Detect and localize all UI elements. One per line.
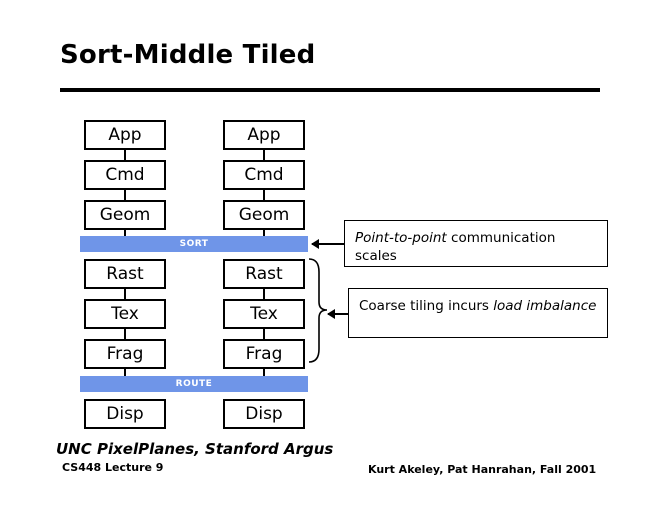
tiling-callout-connector [328,313,348,315]
node-right-disp: Disp [223,399,305,429]
sort-callout-emphasis: Point-to-point [355,230,447,246]
node-right-rast: Rast [223,259,305,289]
node-left-tex: Tex [84,299,166,329]
sort-callout-text: communication scales [355,230,556,265]
node-left-rast: Rast [84,259,166,289]
tiling-brace-icon [308,258,328,363]
node-left-frag: Frag [84,339,166,369]
node-left-geom: Geom [84,200,166,230]
node-right-cmd: Cmd [223,160,305,190]
sort-bar: SORT [80,236,308,252]
node-left-disp: Disp [84,399,166,429]
tiling-callout-text: Coarse tiling incurs [359,298,494,314]
page-title: Sort-Middle Tiled [60,40,316,70]
sort-callout [344,220,608,267]
node-left-app: App [84,120,166,150]
node-right-frag: Frag [223,339,305,369]
node-right-tex: Tex [223,299,305,329]
node-right-geom: Geom [223,200,305,230]
footnote-systems: UNC PixelPlanes, Stanford Argus [56,440,334,458]
title-divider [60,88,600,92]
footnote-course: CS448 Lecture 9 [62,461,164,474]
tiling-callout [348,288,608,338]
tiling-callout-emphasis: load imbalance [493,298,597,314]
sort-callout-connector [312,243,344,245]
node-right-app: App [223,120,305,150]
node-left-cmd: Cmd [84,160,166,190]
route-bar: ROUTE [80,376,308,392]
footnote-authors: Kurt Akeley, Pat Hanrahan, Fall 2001 [368,463,597,476]
